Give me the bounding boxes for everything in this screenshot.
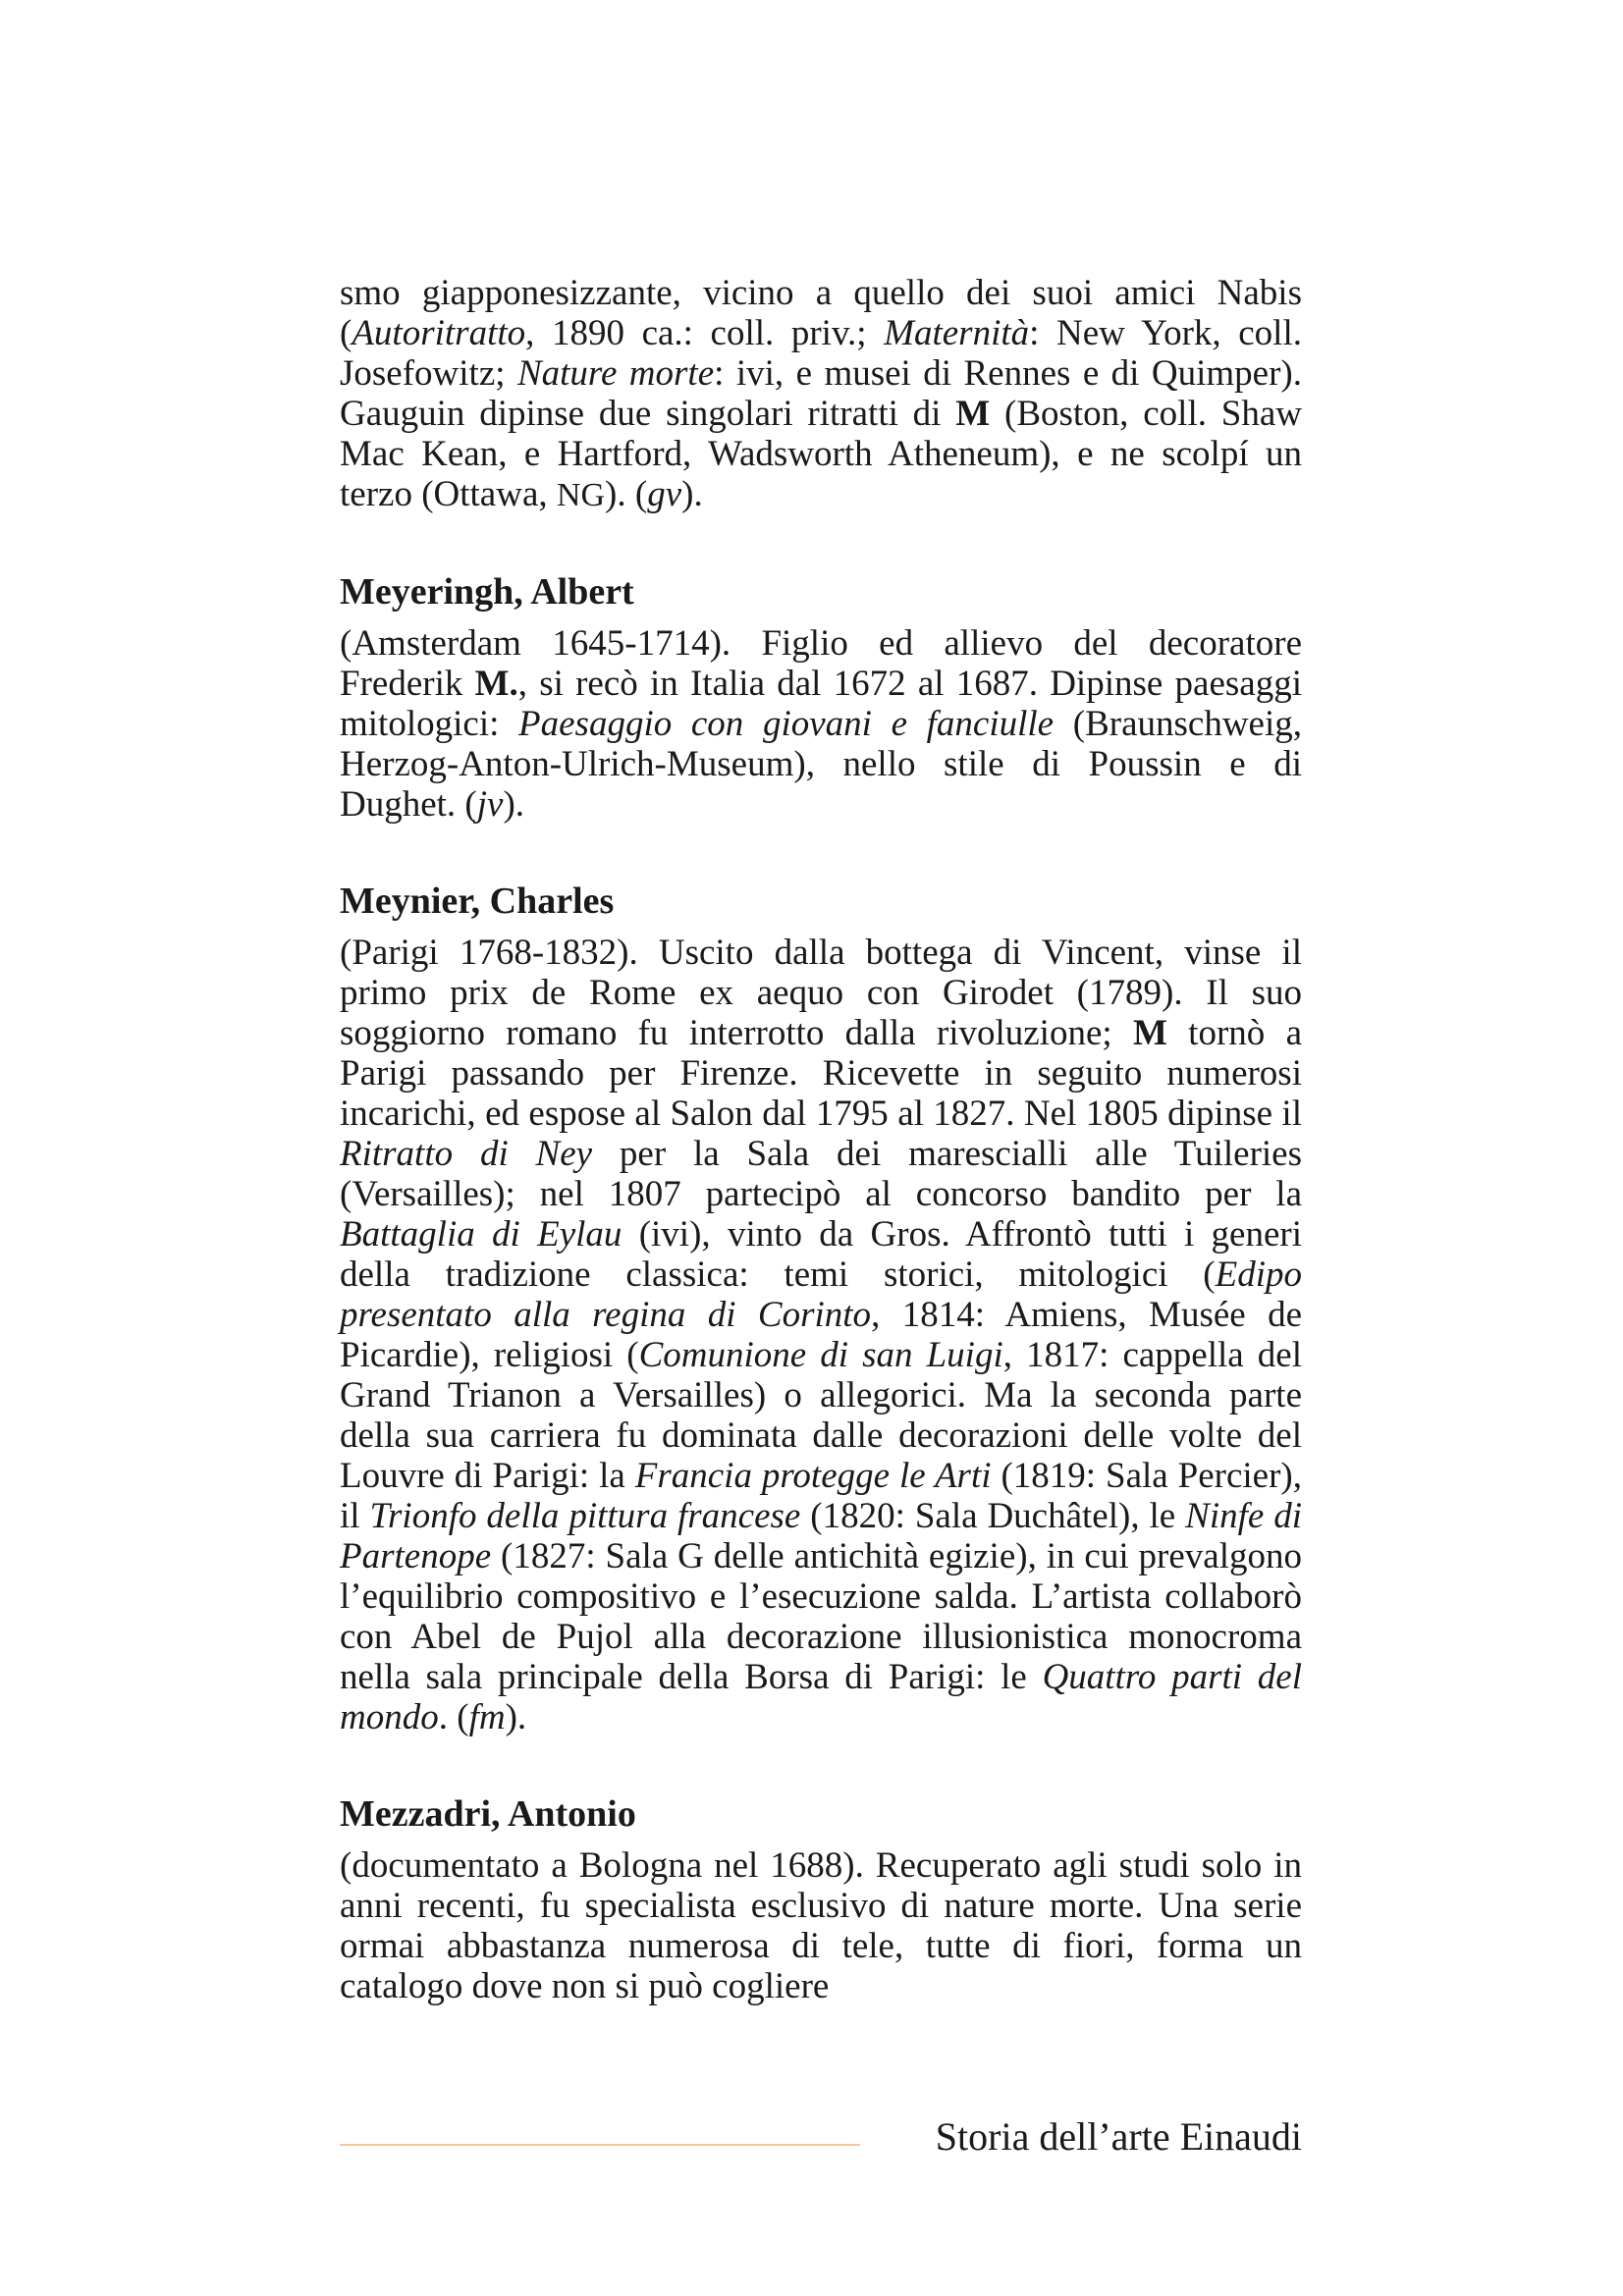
subject-abbrev: M.	[474, 664, 518, 704]
artwork-title: Battaglia di Eylau	[340, 1214, 622, 1255]
author-initials: gv	[647, 474, 682, 514]
artwork-title: Ritratto di Ney	[340, 1134, 593, 1174]
artwork-title: Francia protegge le Arti	[634, 1456, 992, 1496]
entry-title: Mezzadri, Antonio	[340, 1793, 636, 1835]
museum-abbrev: NG	[556, 477, 606, 513]
text: (documentato a Bologna nel 1688). Recuperato agli studi solo in anni recenti, fu specialista esclusivo di nature morte. Una serie ormai abbastanza numerosa di tele, tutte di fiori, forma un catalogo dove non si può cogliere	[340, 1845, 1302, 2006]
page-footer	[340, 2112, 1302, 2162]
text: ).	[505, 1697, 527, 1737]
text: , 1817: cappella del Grand Trianon a Versailles) o allegorici. Ma la seconda parte della sua carriera fu dominata dalle decorazioni delle volte del Louvre di Parigi: la	[340, 1335, 1302, 1496]
entry-text	[340, 623, 1302, 825]
text: (Parigi 1768-1832). Uscito dalla bottega di Vincent, vinse il primo prix de Rome ex aequo con Girodet (1789). Il suo soggiorno romano fu interrotto dalla rivoluzione;	[340, 933, 1302, 1053]
text: (ivi), vinto da Gros. Affrontò tutti i generi della tradizione classica: temi storici, mitologici (	[340, 1214, 1302, 1295]
entry-meyeringh	[340, 570, 1302, 825]
artwork-title: Edipo presentato alla regina di Corinto	[340, 1255, 1302, 1335]
text: ).	[681, 474, 703, 514]
artwork-title: Paesaggio con giovani e fanciulle	[518, 704, 1055, 744]
entry-meynier	[340, 880, 1302, 1737]
text: , si recò in Italia dal 1672 al 1687. Dipinse paesaggi mitologici:	[340, 664, 1302, 744]
text: tornò a Parigi passando per Firenze. Ricevette in seguito numerosi incarichi, ed espose al Salon dal 1795 al 1827. Nel 1805 dipinse il	[340, 1013, 1302, 1134]
text: (1820: Sala Duchâtel), le	[800, 1496, 1186, 1536]
text: (Amsterdam 1645-1714). Figlio ed allievo del decoratore Frederik	[340, 623, 1302, 704]
page-body	[340, 273, 1302, 2006]
footer-title: Storia dell’arte Einaudi	[935, 2114, 1302, 2159]
text: , 1890 ca.: coll. priv.;	[525, 313, 885, 353]
text: : ivi, e musei di Rennes e di Quimper). Gauguin dipinse due singolari ritratti di	[340, 353, 1302, 434]
text: (Boston, coll. Shaw Mac Kean, e Hartford, Wadsworth Atheneum), e ne scolpí un terzo (Ottawa,	[340, 394, 1302, 514]
text: . (	[438, 1697, 469, 1737]
artwork-title: Autoritratto	[352, 313, 526, 353]
artwork-title: Comunione di san Luigi	[638, 1335, 1003, 1375]
text: smo giapponesizzante, vicino a quello dei suoi amici Nabis (	[340, 273, 1302, 353]
text: (1819: Sala Percier), il	[340, 1456, 1302, 1536]
text: ).	[503, 784, 525, 825]
author-initials: fm	[468, 1697, 506, 1737]
entry-title: Meyeringh, Albert	[340, 571, 634, 613]
entry-title: Meynier, Charles	[340, 881, 615, 922]
artwork-title: Trionfo della pittura francese	[369, 1496, 801, 1536]
author-initials: jv	[476, 784, 504, 825]
subject-abbrev: M	[1132, 1013, 1167, 1053]
subject-abbrev: M	[955, 394, 991, 434]
text: : New York, coll. Josefowitz;	[340, 313, 1302, 394]
text: ). (	[605, 474, 648, 514]
text: (1827: Sala G delle antichità egizie), in cui prevalgono l’equilibrio compositivo e l’esecuzione salda. L’artista collaborò con Abel de Pujol alla decorazione illusionistica monocroma nella sala principale della Borsa di Parigi: le	[340, 1536, 1302, 1697]
text: (Braunschweig, Herzog-Anton-Ulrich-Museum), nello stile di Poussin e di Dughet. (	[340, 704, 1302, 825]
text: per la Sala dei marescialli alle Tuileries (Versailles); nel 1807 partecipò al concorso bandito per la	[340, 1134, 1302, 1214]
artwork-title: Nature morte	[516, 353, 715, 394]
entry-text	[340, 1845, 1302, 2006]
entry-text	[340, 933, 1302, 1737]
entry-mezzadri	[340, 1792, 1302, 2006]
footer-rule	[340, 2144, 860, 2146]
artwork-title: Quattro parti del mondo	[340, 1657, 1302, 1737]
text: , 1814: Amiens, Musée de Picardie), religiosi (	[340, 1295, 1302, 1375]
artwork-title: Ninfe di Partenope	[340, 1496, 1303, 1576]
intro-paragraph	[340, 273, 1302, 515]
artwork-title: Maternità	[884, 313, 1030, 353]
